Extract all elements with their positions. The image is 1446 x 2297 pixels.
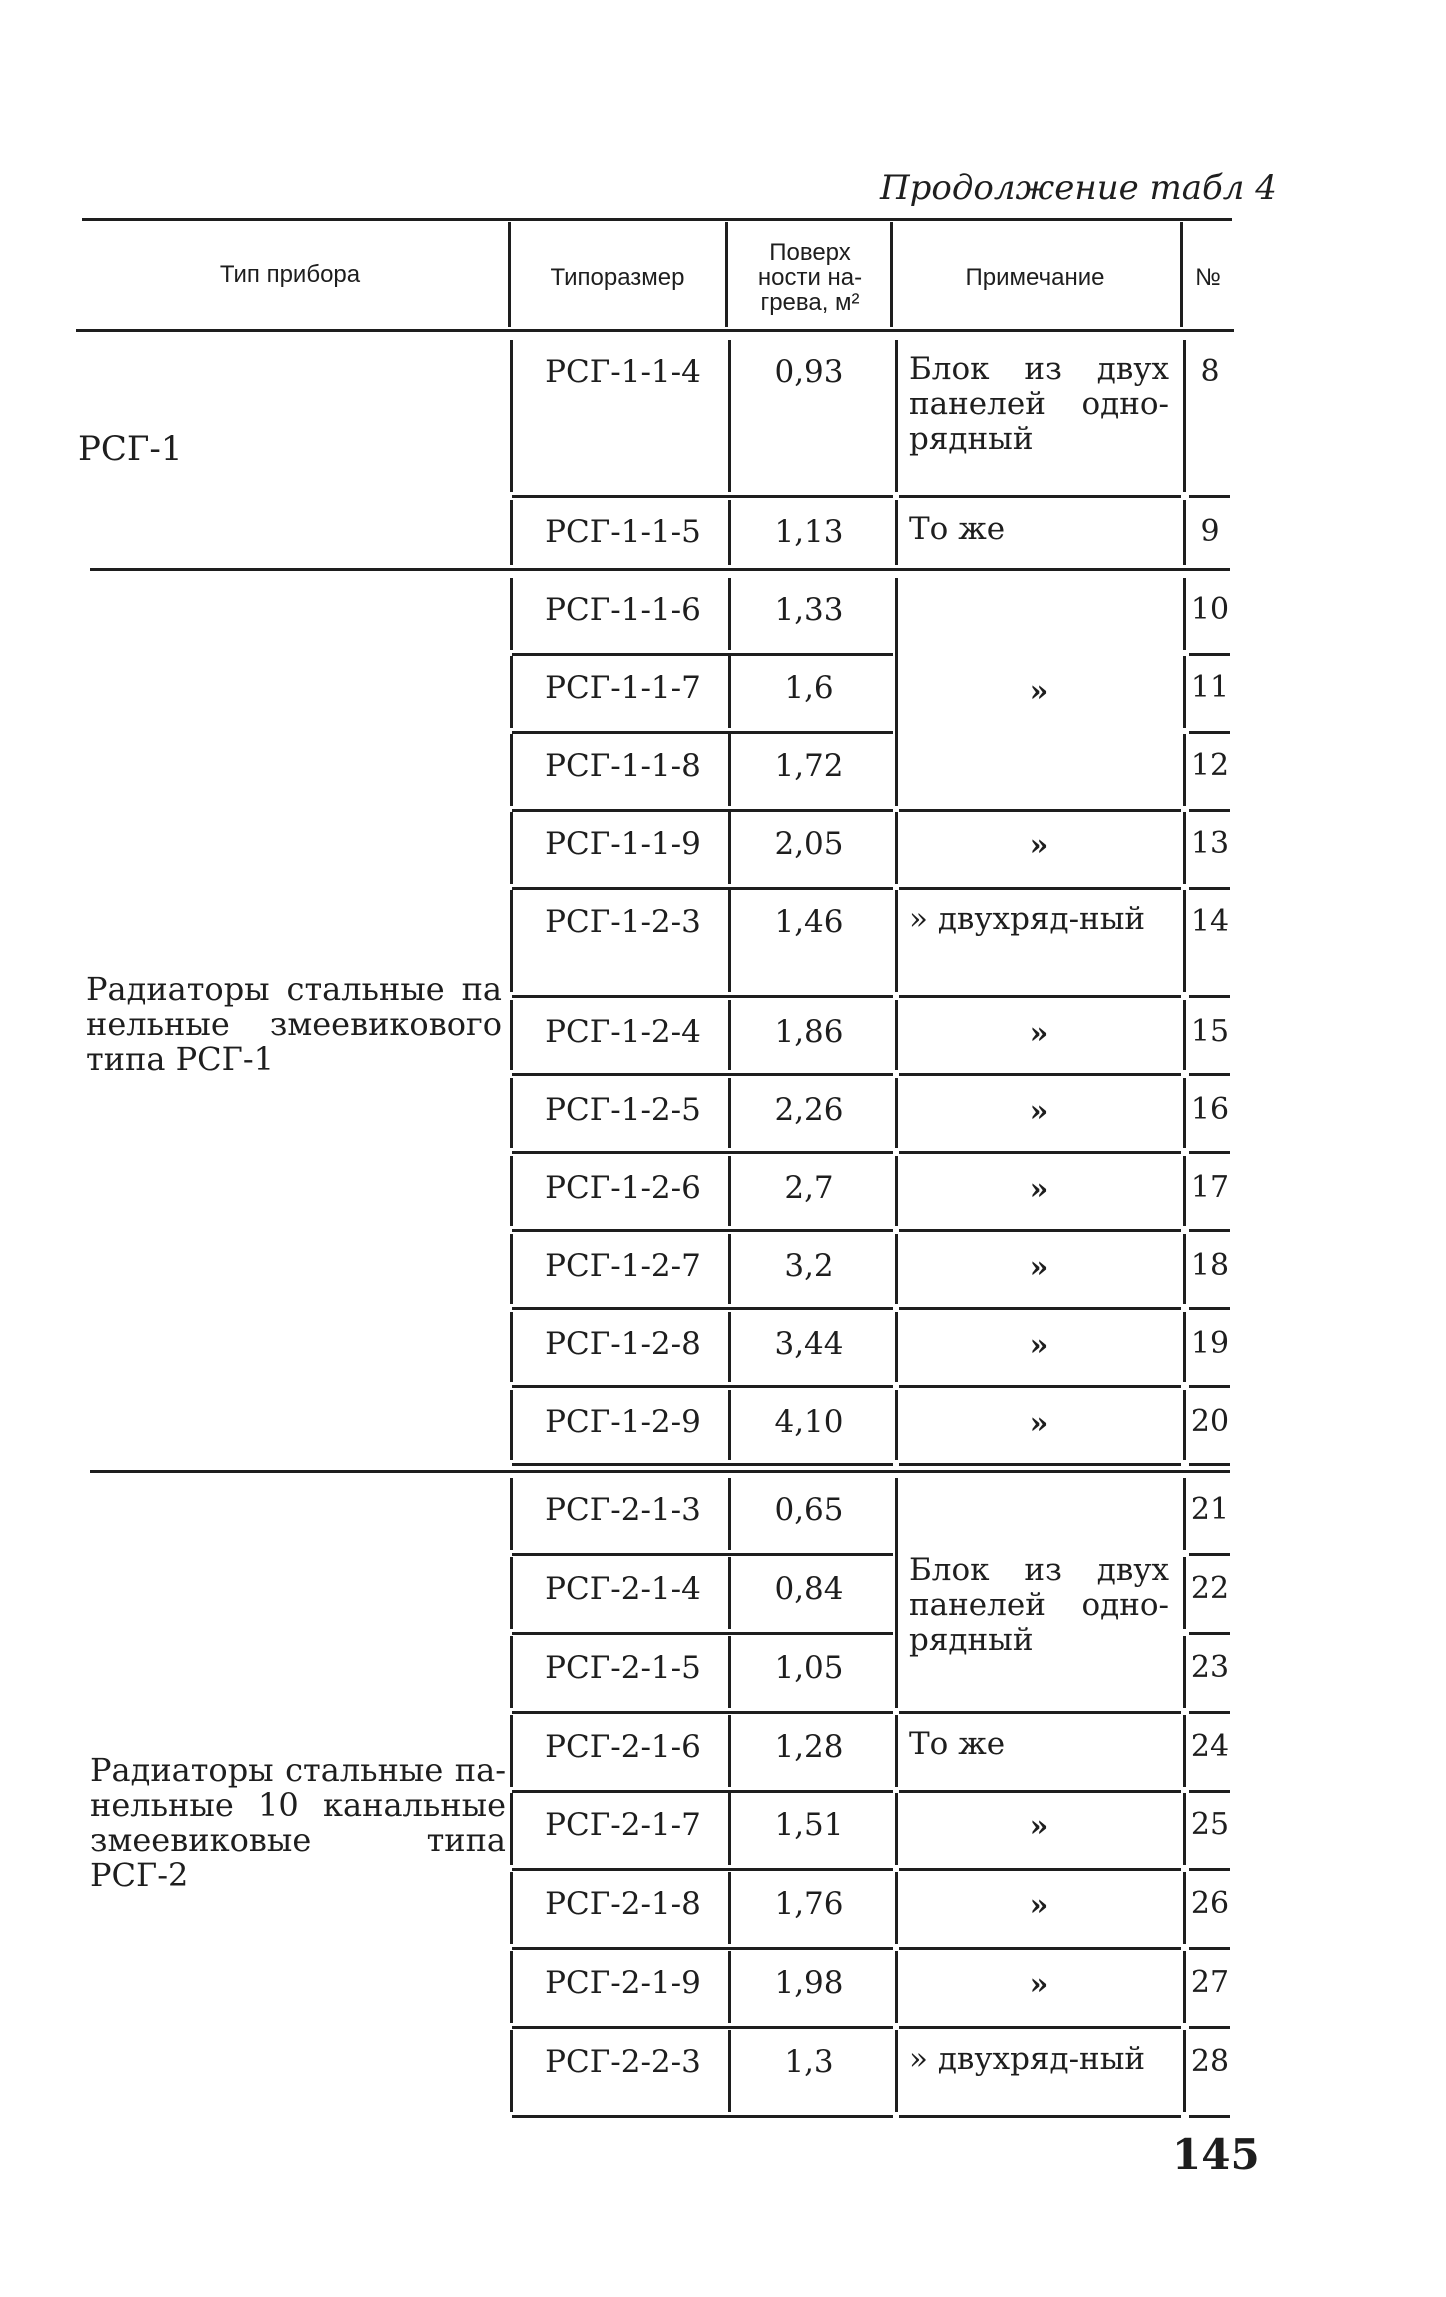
- column-separator: [728, 734, 731, 806]
- size-type-cell: РСГ-1-1-8: [545, 748, 701, 784]
- row-rule: [512, 1151, 893, 1154]
- ditto-mark: »: [1029, 1016, 1049, 1051]
- column-separator: [510, 890, 513, 992]
- column-separator: [510, 1078, 513, 1148]
- heating-surface-cell: 1,98: [774, 1965, 844, 2001]
- row-rule: [512, 495, 893, 498]
- row-number-cell: 9: [1200, 514, 1220, 549]
- size-type-cell: РСГ-1-2-4: [545, 1014, 701, 1050]
- note-separator: [895, 1078, 898, 1148]
- heating-surface-cell: 3,2: [784, 1248, 834, 1284]
- column-separator: [728, 1390, 731, 1460]
- column-separator: [728, 1636, 731, 1708]
- header-separator: [725, 222, 728, 327]
- row-number-cell: 22: [1190, 1571, 1230, 1606]
- column-separator: [510, 1390, 513, 1460]
- header-device-type: Тип прибора: [219, 261, 361, 288]
- row-number-cell: 19: [1190, 1326, 1230, 1361]
- size-type-cell: РСГ-1-1-4: [545, 354, 701, 390]
- heating-surface-cell: 1,51: [774, 1807, 844, 1843]
- row-rule: [1189, 1151, 1230, 1154]
- note-rule: [899, 568, 1181, 571]
- note-rule: [899, 1229, 1181, 1232]
- column-separator: [728, 1557, 731, 1629]
- note-rule: [899, 2026, 1181, 2029]
- row-rule: [512, 1073, 893, 1076]
- note-separator: [895, 340, 898, 492]
- row-number-cell: 15: [1190, 1014, 1230, 1049]
- column-separator: [728, 1872, 731, 1944]
- header-separator: [508, 222, 511, 327]
- heating-surface-cell: 1,05: [774, 1650, 844, 1686]
- column-separator: [1183, 578, 1186, 650]
- column-separator: [510, 1636, 513, 1708]
- note-separator: [895, 1390, 898, 1460]
- row-rule: [1189, 887, 1230, 890]
- row-number-cell: 23: [1190, 1650, 1230, 1685]
- column-separator: [510, 1951, 513, 2023]
- column-separator: [728, 1951, 731, 2023]
- column-separator: [1183, 656, 1186, 728]
- column-separator: [510, 2030, 513, 2112]
- column-separator: [1183, 340, 1186, 492]
- row-number-cell: 16: [1190, 1092, 1230, 1127]
- row-rule: [1189, 1553, 1230, 1556]
- row-rule: [1189, 1385, 1230, 1388]
- row-rule: [512, 1553, 893, 1556]
- row-rule: [1189, 1947, 1230, 1950]
- row-number-cell: 28: [1190, 2044, 1230, 2079]
- row-rule: [512, 2115, 893, 2118]
- column-separator: [510, 1793, 513, 1865]
- size-type-cell: РСГ-1-2-7: [545, 1248, 701, 1284]
- header-size-type: Типоразмер: [550, 264, 685, 291]
- group-label-rsg2-radiators: Радиаторы стальные па-нельные 10 канальные змеевиковые типа РСГ-2: [90, 1751, 506, 1894]
- ditto-mark: »: [1029, 1888, 1049, 1923]
- column-separator: [728, 2030, 731, 2112]
- size-type-cell: РСГ-2-1-8: [545, 1886, 701, 1922]
- ditto-mark: »: [1029, 828, 1049, 863]
- row-rule: [512, 809, 893, 812]
- size-type-cell: РСГ-2-1-3: [545, 1492, 701, 1528]
- note-rule: [899, 887, 1181, 890]
- row-rule: [512, 887, 893, 890]
- column-separator: [510, 578, 513, 650]
- row-number-cell: 21: [1190, 1492, 1230, 1527]
- note-separator: [895, 578, 898, 806]
- column-separator: [510, 1557, 513, 1629]
- row-rule: [512, 731, 893, 734]
- column-separator: [1183, 1078, 1186, 1148]
- column-separator: [728, 890, 731, 992]
- heating-surface-cell: 1,3: [784, 2044, 834, 2080]
- row-rule: [1189, 2026, 1230, 2029]
- note-separator: [895, 1156, 898, 1226]
- header-separator: [890, 222, 893, 327]
- note-rule: [899, 1947, 1181, 1950]
- heating-surface-cell: 1,72: [774, 748, 844, 784]
- header-number: №: [1195, 264, 1221, 291]
- heating-surface-cell: 1,86: [774, 1014, 844, 1050]
- note-separator: [895, 1715, 898, 1787]
- ditto-mark: »: [1029, 1406, 1049, 1441]
- note-cell: Блок из двух панелей одно-рядный: [909, 351, 1169, 457]
- row-rule: [1189, 1307, 1230, 1310]
- row-rule: [512, 1463, 893, 1466]
- row-number-cell: 20: [1190, 1404, 1230, 1439]
- column-separator: [1183, 1312, 1186, 1382]
- size-type-cell: РСГ-2-1-5: [545, 1650, 701, 1686]
- heating-surface-cell: 1,28: [774, 1729, 844, 1765]
- column-separator: [728, 1793, 731, 1865]
- note-separator: [895, 812, 898, 884]
- column-separator: [728, 1156, 731, 1226]
- note-separator: [895, 2030, 898, 2112]
- header-separator: [1180, 222, 1183, 327]
- size-type-cell: РСГ-2-1-7: [545, 1807, 701, 1843]
- size-type-cell: РСГ-1-1-7: [545, 670, 701, 706]
- column-separator: [1183, 500, 1186, 565]
- row-rule: [1189, 1073, 1230, 1076]
- row-number-cell: 14: [1190, 904, 1230, 939]
- row-rule: [1189, 1229, 1230, 1232]
- row-rule: [512, 1307, 893, 1310]
- column-separator: [510, 500, 513, 565]
- column-separator: [1183, 1557, 1186, 1629]
- row-rule: [512, 1868, 893, 1871]
- row-number-cell: 18: [1190, 1248, 1230, 1283]
- column-separator: [728, 656, 731, 728]
- ditto-mark: »: [1029, 1094, 1049, 1129]
- note-cell: То же: [909, 511, 1006, 547]
- note-rule: [899, 2115, 1181, 2118]
- note-separator: [895, 1234, 898, 1304]
- note-separator: [895, 500, 898, 565]
- size-type-cell: РСГ-1-2-8: [545, 1326, 701, 1362]
- ditto-mark: »: [1029, 1250, 1049, 1285]
- ditto-mark: »: [1029, 1809, 1049, 1844]
- column-separator: [510, 1872, 513, 1944]
- note-rule: [899, 495, 1181, 498]
- table-top-rule: [82, 218, 1232, 221]
- column-separator: [1183, 1715, 1186, 1787]
- column-separator: [510, 812, 513, 884]
- note-separator: [895, 1478, 898, 1708]
- table-caption: Продолжение табл 4: [880, 168, 1277, 208]
- size-type-cell: РСГ-1-2-5: [545, 1092, 701, 1128]
- heating-surface-cell: 1,76: [774, 1886, 844, 1922]
- row-rule: [512, 653, 893, 656]
- row-rule: [512, 1947, 893, 1950]
- column-separator: [510, 1000, 513, 1070]
- size-type-cell: РСГ-1-1-6: [545, 592, 701, 628]
- column-separator: [728, 1000, 731, 1070]
- header-note: Примечание: [965, 264, 1105, 291]
- column-separator: [1183, 812, 1186, 884]
- column-separator: [1183, 734, 1186, 806]
- column-separator: [1183, 1234, 1186, 1304]
- row-rule: [512, 995, 893, 998]
- row-rule: [1189, 495, 1230, 498]
- size-type-cell: РСГ-1-1-5: [545, 514, 701, 550]
- note-rule: [899, 1463, 1181, 1466]
- heating-surface-cell: 3,44: [774, 1326, 844, 1362]
- note-rule: [899, 1073, 1181, 1076]
- note-cell: » двухряд-ный: [909, 2041, 1146, 2077]
- heating-surface-cell: 1,46: [774, 904, 844, 940]
- column-separator: [1183, 2030, 1186, 2112]
- size-type-cell: РСГ-1-2-9: [545, 1404, 701, 1440]
- ditto-mark: »: [1029, 1967, 1049, 2002]
- column-separator: [728, 340, 731, 492]
- ditto-mark: »: [1029, 1328, 1049, 1363]
- note-rule: [899, 1307, 1181, 1310]
- header-heating-surface: Поверх ности на-грева, м²: [757, 239, 863, 316]
- row-number-cell: 25: [1190, 1807, 1230, 1842]
- group-label-rsg1: РСГ-1: [78, 429, 183, 469]
- column-separator: [1183, 1478, 1186, 1550]
- heating-surface-cell: 0,93: [774, 354, 844, 390]
- note-cell: То же: [909, 1726, 1006, 1762]
- note-separator: [895, 1000, 898, 1070]
- column-separator: [728, 1234, 731, 1304]
- note-separator: [895, 1312, 898, 1382]
- column-separator: [1183, 1793, 1186, 1865]
- ditto-mark: »: [1029, 674, 1049, 709]
- row-number-cell: 26: [1190, 1886, 1230, 1921]
- row-rule: [512, 1790, 893, 1793]
- row-rule: [1189, 1868, 1230, 1871]
- note-rule: [899, 1790, 1181, 1793]
- size-type-cell: РСГ-2-1-9: [545, 1965, 701, 2001]
- column-separator: [728, 578, 731, 650]
- heating-surface-cell: 0,65: [774, 1492, 844, 1528]
- heating-surface-cell: 1,6: [784, 670, 834, 706]
- column-separator: [510, 1715, 513, 1787]
- column-separator: [510, 1234, 513, 1304]
- note-separator: [895, 1793, 898, 1865]
- row-number-cell: 24: [1190, 1729, 1230, 1764]
- column-separator: [1183, 1872, 1186, 1944]
- row-rule: [1189, 995, 1230, 998]
- row-rule: [512, 1632, 893, 1635]
- column-separator: [510, 734, 513, 806]
- heating-surface-cell: 2,26: [774, 1092, 844, 1128]
- header-bottom-rule: [76, 329, 1234, 332]
- row-number-cell: 27: [1190, 1965, 1230, 2000]
- note-rule: [899, 1385, 1181, 1388]
- row-number-cell: 11: [1190, 670, 1230, 705]
- column-separator: [1183, 1636, 1186, 1708]
- row-rule: [512, 2026, 893, 2029]
- heating-surface-cell: 4,10: [774, 1404, 844, 1440]
- ditto-mark: »: [1029, 1172, 1049, 1207]
- row-number-cell: 17: [1190, 1170, 1230, 1205]
- column-separator: [728, 1312, 731, 1382]
- heating-surface-cell: 2,7: [784, 1170, 834, 1206]
- row-rule: [512, 1711, 893, 1714]
- row-rule: [1189, 568, 1230, 571]
- page-number: 145: [1172, 2130, 1260, 2179]
- size-type-cell: РСГ-1-2-3: [545, 904, 701, 940]
- note-cell: Блок из двух панелей одно-рядный: [909, 1552, 1169, 1658]
- column-separator: [1183, 1000, 1186, 1070]
- column-separator: [510, 656, 513, 728]
- heating-surface-cell: 0,84: [774, 1571, 844, 1607]
- column-separator: [510, 1156, 513, 1226]
- group-label-rsg1-radiators: Радиаторы стальные па нельные змеевикового типа РСГ-1: [86, 970, 502, 1078]
- column-separator: [1183, 1951, 1186, 2023]
- row-rule: [1189, 1711, 1230, 1714]
- row-rule: [1189, 1463, 1230, 1466]
- size-type-cell: РСГ-2-1-6: [545, 1729, 701, 1765]
- heating-surface-cell: 1,13: [774, 514, 844, 550]
- row-number-cell: 8: [1200, 354, 1220, 389]
- column-separator: [1183, 890, 1186, 992]
- note-rule: [899, 1711, 1181, 1714]
- note-separator: [895, 1951, 898, 2023]
- note-rule: [899, 809, 1181, 812]
- column-separator: [728, 1715, 731, 1787]
- size-type-cell: РСГ-2-2-3: [545, 2044, 701, 2080]
- row-rule: [1189, 1632, 1230, 1635]
- row-rule: [1189, 809, 1230, 812]
- row-rule: [1189, 2115, 1230, 2118]
- note-separator: [895, 890, 898, 992]
- row-number-cell: 12: [1190, 748, 1230, 783]
- note-rule: [899, 1868, 1181, 1871]
- heating-surface-cell: 2,05: [774, 826, 844, 862]
- row-rule: [512, 1385, 893, 1388]
- column-separator: [1183, 1156, 1186, 1226]
- row-rule: [512, 1229, 893, 1232]
- row-number-cell: 13: [1190, 826, 1230, 861]
- column-separator: [728, 812, 731, 884]
- column-separator: [728, 500, 731, 565]
- row-rule: [1189, 653, 1230, 656]
- size-type-cell: РСГ-1-1-9: [545, 826, 701, 862]
- size-type-cell: РСГ-1-2-6: [545, 1170, 701, 1206]
- row-rule: [1189, 1790, 1230, 1793]
- column-separator: [728, 1078, 731, 1148]
- row-number-cell: 10: [1190, 592, 1230, 627]
- note-rule: [899, 995, 1181, 998]
- note-cell: » двухряд-ный: [909, 901, 1146, 937]
- size-type-cell: РСГ-2-1-4: [545, 1571, 701, 1607]
- row-rule: [512, 568, 893, 571]
- column-separator: [728, 1478, 731, 1550]
- note-separator: [895, 1872, 898, 1944]
- heating-surface-cell: 1,33: [774, 592, 844, 628]
- group-separator-rule: [90, 1470, 1230, 1473]
- column-separator: [510, 1312, 513, 1382]
- note-rule: [899, 1151, 1181, 1154]
- row-rule: [1189, 731, 1230, 734]
- column-separator: [1183, 1390, 1186, 1460]
- column-separator: [510, 340, 513, 492]
- column-separator: [510, 1478, 513, 1550]
